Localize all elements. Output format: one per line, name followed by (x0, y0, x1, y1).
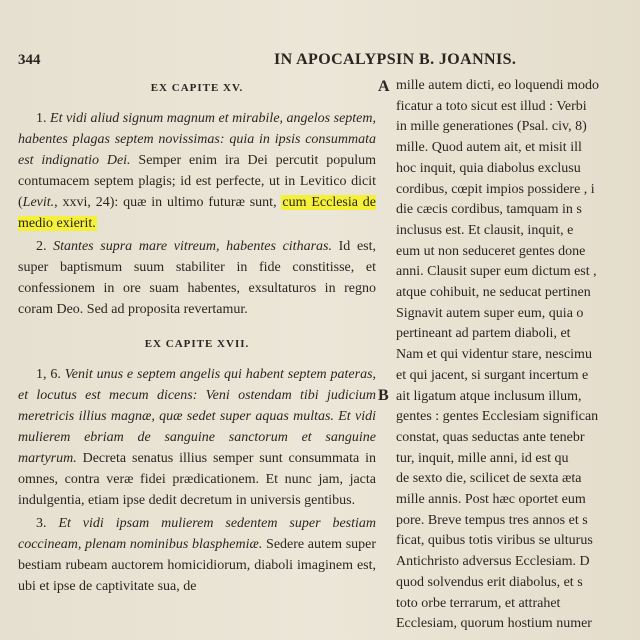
text-line: cordibus, cœpit impios possidere , i (396, 181, 595, 197)
text-line: tur, inquit, mille anni, id est qu (396, 450, 569, 466)
verse-quote: Et vidi ipsam mulierem sedentem super bestiam coccineam, plenam nominibus blasphemiæ. (18, 516, 377, 552)
text-line: Antichristo adversus Ecclesiam. D (396, 554, 590, 570)
paragraph-3 (18, 364, 376, 511)
verse-number: 1. (36, 111, 47, 126)
page-header (0, 48, 640, 72)
commentary-text: Sedere autem super bestiam rubeam auctorem homicidiorum, diaboli imaginem est, ubi et ipse de captivitate sua, de (18, 537, 377, 594)
reference-cont: , xxvi, 24): (54, 195, 119, 210)
text-line: de sexto die, scilicet de sexta æta (396, 471, 582, 487)
running-title: IN APOCALYPSIN B. JOANNIS. (274, 51, 517, 68)
text-line: mille annis. Post hæc oportet eum (396, 492, 586, 508)
margin-marker-a: A (378, 78, 390, 95)
verse-quote: Venit unus e septem angelis qui habent septem pateras, et locutus est mecum dicens: Veni ostendam tibi judicium meretricis illius magnæ, quæ sedet super aquas multas. Et vidi mulierem ebriam de sanguine sanctorum et sanguine martyrum. (18, 367, 377, 466)
text-line: Nam et qui videntur stare, nescimu (396, 347, 592, 363)
text-line: in mille generationes (Psal. civ, 8) (396, 119, 587, 135)
text-line: mille. Quod autem ait, et misit ill (396, 140, 582, 156)
text-line: constat, quas seductas ante tenebr (396, 429, 585, 445)
text-line: mille autem dicti, eo loquendi modo (396, 78, 599, 93)
text-line: inclusus est. Et clausit, inquit, e (396, 222, 574, 238)
chapter-heading-xvii: EX CAPITE XVII. (144, 338, 250, 350)
right-column (396, 76, 640, 635)
page-number: 344 (18, 52, 41, 68)
text-line: gentes : gentes Ecclesiam significan (396, 409, 599, 425)
text-line: Signavit autem super eum, quia o (396, 305, 584, 321)
paragraph-4 (18, 513, 376, 597)
verse-quote: Stantes supra mare vitreum, habentes citharas. (53, 239, 332, 254)
text-line: die cæcis cordibus, tamquam in s (396, 202, 582, 218)
text-line: ait ligatum atque inclusum illum, (396, 388, 582, 404)
text-line: pertineant ad partem diaboli, et (396, 326, 571, 342)
paragraph-2 (18, 236, 376, 320)
verse-number: 2. (36, 239, 47, 254)
text-line: pore. Breve tempus tres annos et s (396, 512, 588, 528)
text-line: hoc inquit, quia diabolus exclusu (396, 160, 581, 176)
text-line: eum ut non seduceret gentes done (396, 243, 586, 259)
left-column (18, 78, 376, 597)
text-line: ficatur a toto sicut est illud : Verbi (396, 98, 587, 114)
text-line: ficat, quibus totis viribus se ulturus (396, 533, 593, 549)
commentary-text: Id est, super baptismum suum stabiliter in fide constitisse, et confessionem in ore suam habentes, exsultaturos in regno coram Deo. Sed ad proposita revertamur. (18, 239, 377, 317)
text-line: et qui jacent, si surgant incertum e (396, 367, 589, 383)
text-line: atque cohibuit, ne seducat pertinen (396, 285, 591, 301)
commentary-text: Decreta senatus illius semper sunt consummata in omnes, contra veræ fidei prædicationem. Et nunc jam, jacta indulgentia, etiam ipse dedit decretum in universis gentibus. (18, 451, 376, 508)
verse-number: 3. (36, 516, 47, 531)
text-line: Ecclesiam, quorum hostium numer (396, 616, 592, 632)
commentary-tail: quæ in ultimo futuræ sunt, (123, 195, 277, 210)
text-line: toto orbe terrarum, et attrahet (396, 595, 561, 611)
highlighted-phrase: cum Ecclesia de medio exierit. (18, 195, 377, 231)
verse-quote: Et vidi aliud signum magnum et mirabile, angelos septem, habentes plagas septem novissimas: quia in ipsis consummata est indignatio Dei. (18, 111, 376, 168)
paragraph-1 (18, 108, 376, 234)
text-line: anni. Clausit super eum dictum est , (396, 264, 597, 280)
verse-number: 1, 6. (36, 367, 61, 382)
reference: Levit. (22, 195, 55, 210)
text-line: quod solvendus erit diabolus, et s (396, 574, 583, 590)
margin-marker-b: B (378, 387, 389, 404)
commentary-text: Semper enim ira Dei percutit populum contumacem septem plagis; id est perfecte, ut in Levitico dicit ( (18, 153, 377, 210)
chapter-heading-xv: EX CAPITE XV. (150, 82, 244, 94)
